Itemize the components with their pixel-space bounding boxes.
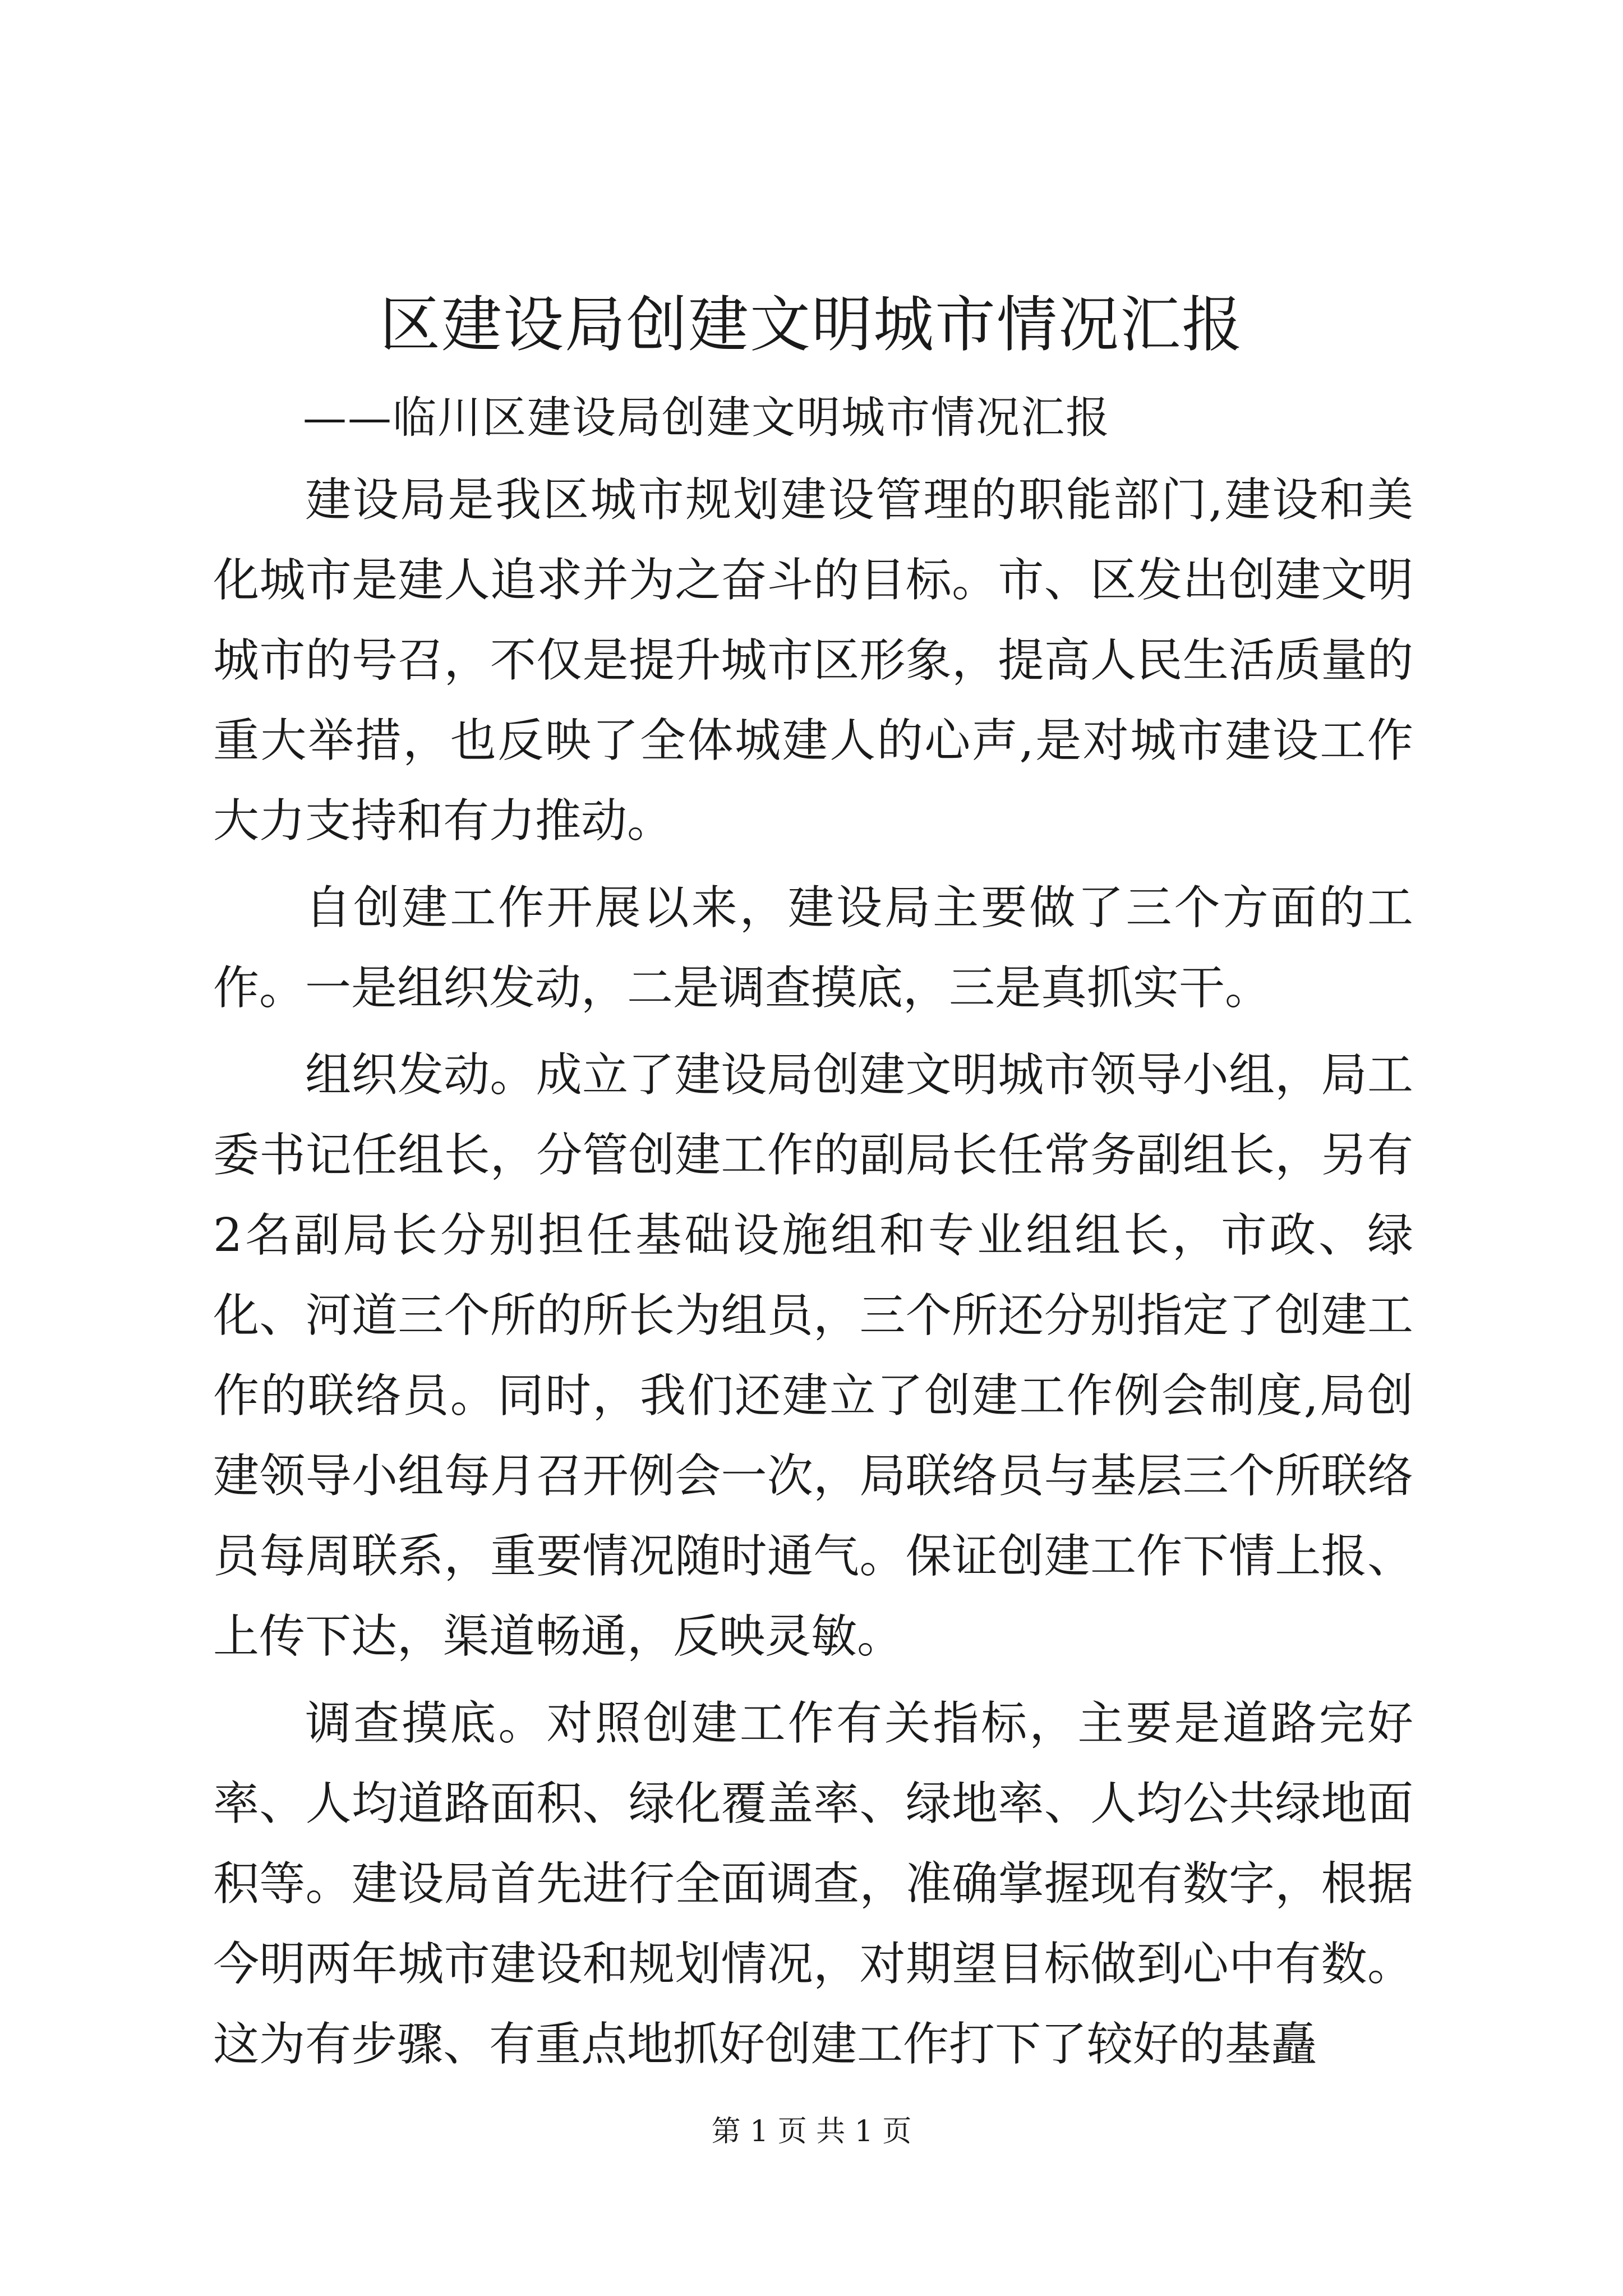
document-body [213,460,1413,2091]
paragraph-organization: 组织发动。成立了建设局创建文明城市领导小组，局工委书记任组长，分管创建工作的副局长任常务副组长，另有2名副局长分别担任基础设施组和专业组组长，市政、绿化、河道三个所的所长为组员，三个所还分别指定了创建工作的联络员。同时，我们还建立了创建工作例会制度,局创建领导小组每月召开例会一次，局联络员与基层三个所联络员每周联系，重要情况随时通气。保证创建工作下情上报、上传下达，渠道畅通，反映灵敏。 [213,1048,1413,1663]
paragraph-overview: 自创建工作开展以来，建设局主要做了三个方面的工作。一是组织发动，二是调查摸底，三是真抓实干。 [213,881,1413,1015]
paragraph-survey: 调查摸底。对照创建工作有关指标，主要是道路完好率、人均道路面积、绿化覆盖率、绿地率、人均公共绿地面积等。建设局首先进行全面调查，准确掌握现有数字，根据今明两年城市建设和规划情况，对期望目标做到心中有数。这为有步骤、有重点地抓好创建工作打下了较好的基矗 [213,1697,1413,2071]
document-subtitle: ——临川区建设局创建文明城市情况汇报 [303,393,1111,443]
paragraph-intro: 建设局是我区城市规划建设管理的职能部门,建设和美化城市是建人追求并为之奋斗的目标。市、区发出创建文明城市的号召，不仅是提升城市区形象，提高人民生活质量的重大举措，也反映了全体城建人的心声,是对城市建设工作大力支持和有力推动。 [213,473,1413,848]
document-title: 区建设局创建文明城市情况汇报 [379,290,1243,360]
page-number-footer: 第 1 页 共 1 页 [711,2115,912,2148]
